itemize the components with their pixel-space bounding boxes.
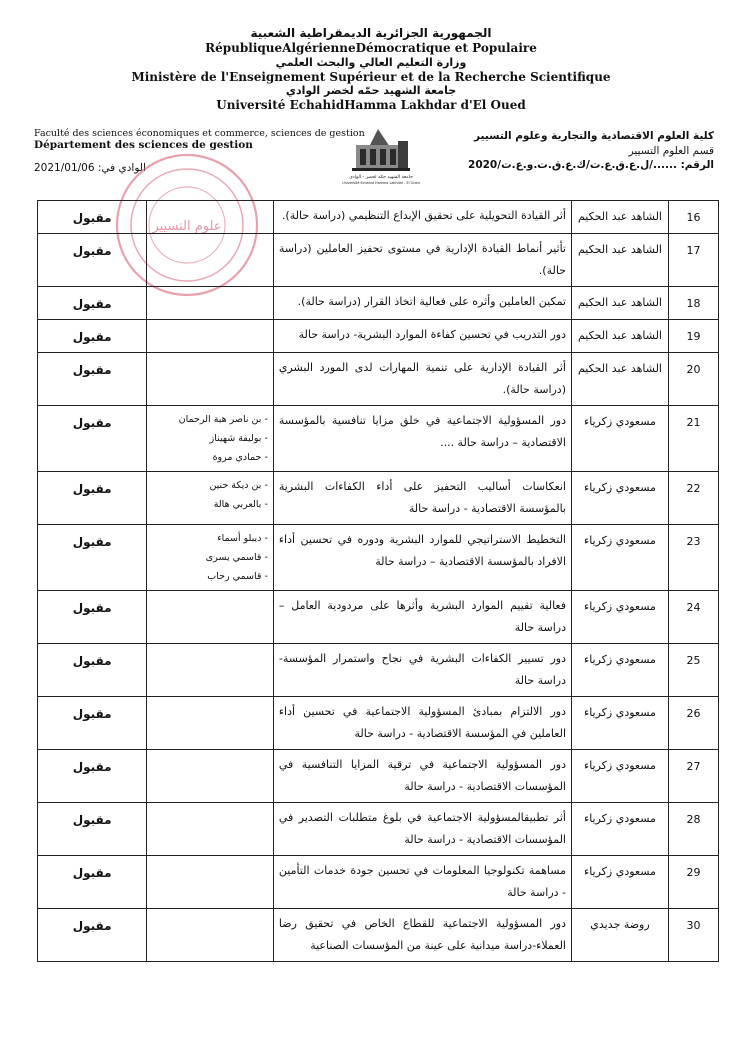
thesis-title: التخطيط الاستراتيجي للموارد البشرية ودوره في تحسين أداء الافراد بالمؤسسة الاقتصادية – دراسة حالة [273,525,571,591]
supervisor-name: الشاهد عبد الحكيم [572,287,669,320]
thesis-title: انعكاسات أساليب التحفيز على أداء الكفاءات البشرية بالمؤسسة الاقتصادية - دراسة حالة [273,472,571,525]
table-row [38,909,719,962]
row-number: 29 [668,856,718,909]
decision-status: مقبول [38,644,147,697]
ar-department-label: قسم العلوم التسيير [628,145,714,157]
students-list [147,472,274,525]
ar-university-heading: جامعة الشهيد حمّه لخضر الوادي [285,84,457,97]
thesis-title: أثر القيادة التحويلية على تحقيق الإبداع التنظيمي (دراسة حالة). [273,201,571,234]
table-row [38,287,719,320]
students-list [147,525,274,591]
fr-university-heading: Université EchahidHamma Lakhdar d'El Oued [216,98,526,112]
student-name: - بن ديكة حنين [209,480,268,491]
student-name: - قاسمي رحاب [207,571,268,582]
decision-status: مقبول [38,406,147,472]
thesis-title: فعالية تقييم الموارد البشرية وأثرها على مردودية العامل – دراسة حالة [273,591,571,644]
supervisor-name: الشاهد عبد الحكيم [572,201,669,234]
supervisor-name: مسعودي زكرياء [572,472,669,525]
students-list [147,750,274,803]
theses-table [37,200,719,962]
table-row [38,234,719,287]
row-number: 26 [668,697,718,750]
decision-status: مقبول [38,472,147,525]
supervisor-name: مسعودي زكرياء [572,591,669,644]
table-row [38,525,719,591]
student-name: - بن ناصر هبة الرحمان [178,414,268,425]
table-row [38,697,719,750]
stamp-text: علوم التسيير [152,219,222,234]
supervisor-name: مسعودي زكرياء [572,644,669,697]
supervisor-name: روضة جديدي [572,909,669,962]
decision-status: مقبول [38,353,147,406]
student-name: - بالعربي هالة [213,499,268,510]
students-list [147,909,274,962]
row-number: 18 [668,287,718,320]
row-number: 17 [668,234,718,287]
row-number: 20 [668,353,718,406]
fr-department-label: Département des sciences de gestion [34,139,253,151]
supervisor-name: مسعودي زكرياء [572,750,669,803]
table-row [38,406,719,472]
fr-republic-heading: RépubliqueAlgérienneDémocratique et Populaire [205,41,537,55]
thesis-title: دور تسيير الكفاءات البشرية في نجاح واستمرار المؤسسة- دراسة حالة [273,644,571,697]
document-date: الوادي في: 2021/01/06 [34,162,146,174]
supervisor-name: مسعودي زكرياء [572,697,669,750]
ar-republic-heading: الجمهورية الجزائرية الديمقراطية الشعبية [250,26,492,40]
thesis-title: مساهمة تكنولوجيا المعلومات في تحسين جودة خدمات التأمين - دراسة حالة [273,856,571,909]
decision-status: مقبول [38,525,147,591]
decision-status: مقبول [38,591,147,644]
students-list [147,320,274,353]
students-list [147,856,274,909]
students-list [147,287,274,320]
student-name: - ديبلو أسماء [217,533,268,544]
student-name: - بوليفة شهيناز [209,433,268,444]
ar-faculty-label: كلية العلوم الاقتصادية والتجارية وعلوم التسيير [473,130,714,142]
supervisor-name: الشاهد عبد الحكيم [572,353,669,406]
table-row [38,591,719,644]
table-row [38,644,719,697]
student-name: - حمادي مروة [212,452,268,463]
students-list [147,644,274,697]
reference-number: الرقم: ....../ل.ع.ق.ع.ت/ك.ع.ق.ت.و.ع.ت/2020 [468,159,714,171]
decision-status: مقبول [38,697,147,750]
row-number: 21 [668,406,718,472]
thesis-title: تمكين العاملين وأثره على فعالية اتخاذ القرار (دراسة حالة). [273,287,571,320]
row-number: 24 [668,591,718,644]
fr-faculty-label: Faculté des sciences économiques et commerce, sciences de gestion [34,128,365,139]
table-row [38,803,719,856]
thesis-title: دور الالتزام بمبادئ المسؤولية الاجتماعية في تحسين أداء العاملين في المؤسسة الاقتصادية - دراسة حالة [273,697,571,750]
row-number: 19 [668,320,718,353]
decision-status: مقبول [38,856,147,909]
row-number: 22 [668,472,718,525]
thesis-title: دور المسؤولية الاجتماعية للقطاع الخاص في تحقيق رضا العملاء-دراسة ميدانية على عينة من المؤسسات الصناعية [273,909,571,962]
student-name: - قاسمي يسرى [205,552,268,563]
supervisor-name: مسعودي زكرياء [572,803,669,856]
thesis-title: دور المسؤولية الاجتماعية في ترقية المزايا التنافسية في المؤسسات الاقتصادية - دراسة حالة [273,750,571,803]
supervisor-name: مسعودي زكرياء [572,525,669,591]
supervisor-name: مسعودي زكرياء [572,856,669,909]
students-list [147,234,274,287]
supervisor-name: الشاهد عبد الحكيم [572,234,669,287]
decision-status: مقبول [38,320,147,353]
row-number: 25 [668,644,718,697]
row-number: 28 [668,803,718,856]
table-row [38,201,719,234]
university-building-logo-icon [338,121,424,187]
thesis-title: دور التدريب في تحسين كفاءة الموارد البشرية- دراسة حالة [273,320,571,353]
row-number: 27 [668,750,718,803]
decision-status: مقبول [38,287,147,320]
decision-status: مقبول [38,750,147,803]
students-list [147,201,274,234]
thesis-title: أثر القيادة الإدارية على تنمية المهارات لدى المورد البشري (دراسة حالة). [273,353,571,406]
logo-caption-ar: جامعة الشهيد حمّه لخضر - الوادي [349,175,413,180]
decision-status: مقبول [38,201,147,234]
thesis-title: أثر تطبيقالمسؤولية الاجتماعية في بلوغ متطلبات التصدير في المؤسسات الاقتصادية - دراسة حالة [273,803,571,856]
ar-ministry-heading: وزارة التعليم العالي والبحث العلمي [275,56,467,69]
logo-caption-fr: Université Echahid Hamma Lakhdar - El Oued [342,181,420,185]
supervisor-name: الشاهد عبد الحكيم [572,320,669,353]
students-list [147,406,274,472]
thesis-title: دور المسؤولية الاجتماعية في خلق مزايا تنافسية بالمؤسسة الاقتصادية – دراسة حالة .... [273,406,571,472]
row-number: 23 [668,525,718,591]
students-list [147,353,274,406]
supervisor-name: مسعودي زكرياء [572,406,669,472]
row-number: 16 [668,201,718,234]
table-row [38,472,719,525]
students-list [147,591,274,644]
table-row [38,750,719,803]
decision-status: مقبول [38,234,147,287]
row-number: 30 [668,909,718,962]
thesis-title: تأثير أنماط القيادة الإدارية في مستوى تحفيز العاملين (دراسة حالة). [273,234,571,287]
table-row [38,353,719,406]
table-row [38,856,719,909]
decision-status: مقبول [38,909,147,962]
table-row [38,320,719,353]
students-list [147,803,274,856]
students-list [147,697,274,750]
decision-status: مقبول [38,803,147,856]
fr-ministry-heading: Ministère de l'Enseignement Supérieur et de la Recherche Scientifique [131,70,611,84]
